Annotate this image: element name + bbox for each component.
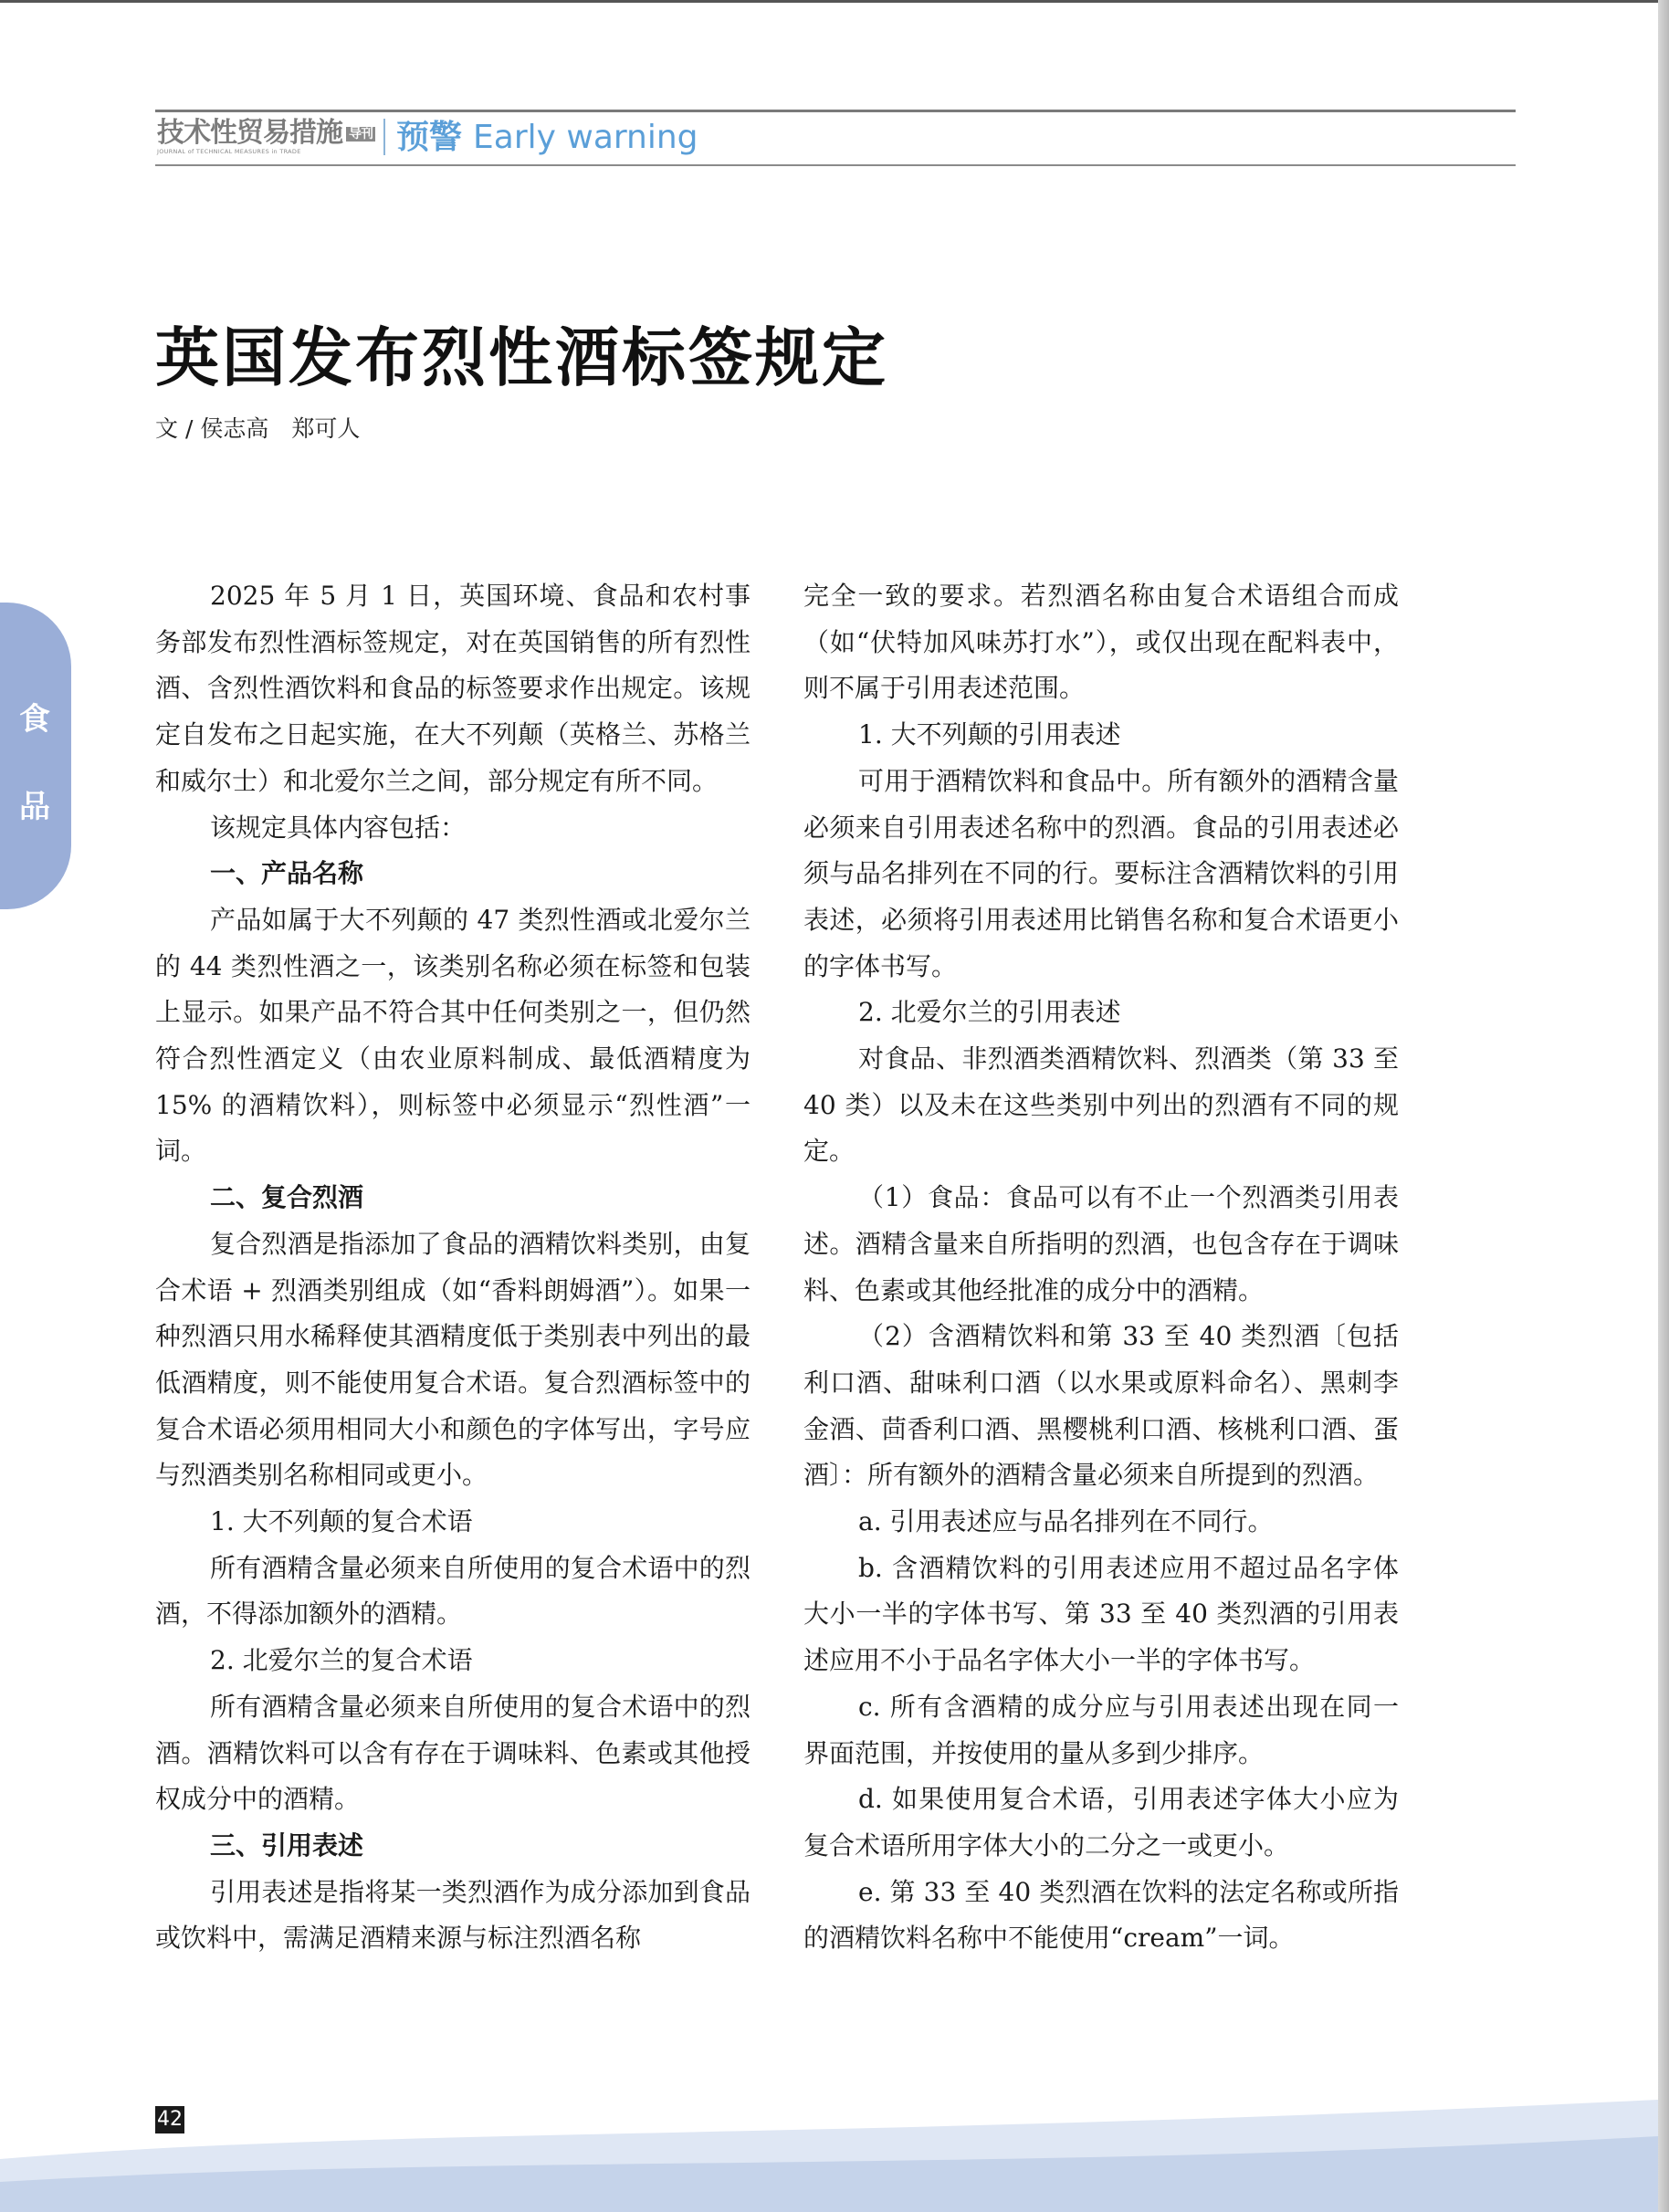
rule-item-d: d. 如果使用复合术语，引用表述字体大小应为复合术语所用字体大小的二分之一或更小。 [803,1784,1399,1861]
subheading-gb-compound: 1. 大不列颠的复合术语 [210,1506,473,1537]
paragraph-ni-food: （1）食品：食品可以有不止一个烈酒类引用表述。酒精含量来自所指明的烈酒，也包含存在于调味料、色素或其他经批准的成分中的酒精。 [803,1182,1399,1305]
running-header [155,110,1516,168]
footer-wave [0,2072,1658,2212]
section-label-en: Early warning [473,119,698,156]
journal-logo [157,118,376,158]
journal-english-name: JOURNAL of TECHNICAL MEASURES in TRADE [157,147,301,155]
paragraph-product-name: 产品如属于大不列颠的 47 类烈性酒或北爱尔兰的 44 类烈性酒之一，该类别名称必须在标签和包装上显示。如果产品不符合其中任何类别之一，但仍然符合烈性酒定义（由农业原料制成、最低酒精度为 15% 的酒精饮料），则标签中必须显示“烈性酒”一词。 [155,904,751,1167]
journal-tag: 导刊 [346,127,375,142]
heading-allusions: 三、引用表述 [210,1829,364,1861]
right-column [803,573,1399,1962]
section-label [396,119,698,157]
paragraph-gb-compound: 所有酒精含量必须来自所使用的复合术语中的烈酒，不得添加额外的酒精。 [155,1552,751,1630]
heading-product-name: 一、产品名称 [210,858,364,889]
paragraph-allusions-start: 引用表述是指将某一类烈酒作为成分添加到食品或饮料中，需满足酒精来源与标注烈酒名称 [155,1876,751,1954]
rule-item-b: b. 含酒精饮料的引用表述应用不超过品名字体大小一半的字体书写、第 33 至 40 类烈酒的引用表述应用不小于品名字体大小一半的字体书写。 [803,1552,1399,1676]
section-side-tab [0,603,71,909]
paragraph-ni-allusions: 对食品、非烈酒类酒精饮料、烈酒类（第 33 至 40 类）以及未在这些类别中列出的烈酒有不同的规定。 [803,1043,1399,1167]
paragraph-contents-lead: 该规定具体内容包括： [210,812,467,843]
header-separator [383,119,385,155]
rule-item-c: c. 所有含酒精的成分应与引用表述出现在同一界面范围，并按使用的量从多到少排序。 [803,1691,1399,1768]
subheading-ni-allusions: 2. 北爱尔兰的引用表述 [858,997,1121,1028]
article-byline: 文 / 侯志高 郑可人 [155,415,361,442]
rule-item-a: a. 引用表述应与品名排列在不同行。 [858,1506,1274,1537]
left-column [155,573,751,1962]
paragraph-ni-compound: 所有酒精含量必须来自所使用的复合术语中的烈酒。酒精饮料可以含有存在于调味料、色素或其他授权成分中的酒精。 [155,1691,751,1815]
subheading-ni-compound: 2. 北爱尔兰的复合术语 [210,1645,473,1676]
journal-name: 技术性贸易措施 [157,117,342,149]
paragraph-allusions-cont: 完全一致的要求。若烈酒名称由复合术语组合而成（如“伏特加风味苏打水”），或仅出现在配料表中，则不属于引用表述范围。 [803,581,1399,704]
side-tab-char-1: 食 [19,701,50,738]
side-tab-char-2: 品 [19,789,50,825]
subheading-gb-allusions: 1. 大不列颠的引用表述 [858,719,1121,750]
paragraph-gb-allusions: 可用于酒精饮料和食品中。所有额外的酒精含量必须来自引用表述名称中的烈酒。食品的引用表述必须与品名排列在不同的行。要标注含酒精饮料的引用表述，必须将引用表述用比销售名称和复合术语更小的字体书写。 [803,765,1399,981]
header-rule-bottom [155,164,1516,166]
paragraph-compound-spirits: 复合烈酒是指添加了食品的酒精饮料类别，由复合术语 + 烈酒类别组成（如“香料朗姆酒”）。如果一种烈酒只用水稀释使其酒精度低于类别表中列出的最低酒精度，则不能使用复合术语。复合烈酒标签中的复合术语必须用相同大小和颜色的字体写出，字号应与烈酒类别名称相同或更小。 [155,1228,751,1491]
paragraph-ni-drinks: （2）含酒精饮料和第 33 至 40 类烈酒〔包括利口酒、甜味利口酒（以水果或原料命名）、黑刺李金酒、茴香利口酒、黑樱桃利口酒、核桃利口酒、蛋酒〕：所有额外的酒精含量必须来自所提到的烈酒。 [803,1321,1399,1491]
article-title: 英国发布烈性酒标签规定 [155,320,888,395]
page-top-edge [0,0,1658,3]
page-number: 42 [155,2106,184,2133]
page-right-edge [1658,0,1669,2212]
header-rule-top [155,110,1516,112]
heading-compound-spirits: 二、复合烈酒 [210,1182,364,1213]
rule-item-e: e. 第 33 至 40 类烈酒在饮料的法定名称或所指的酒精饮料名称中不能使用“cream”一词。 [803,1876,1399,1954]
section-label-cn: 预警 [396,119,463,156]
paragraph-intro: 2025 年 5 月 1 日，英国环境、食品和农村事务部发布烈性酒标签规定，对在英国销售的所有烈性酒、含烈性酒饮料和食品的标签要求作出规定。该规定自发布之日起实施，在大不列颠（英格兰、苏格兰和威尔士）和北爱尔兰之间，部分规定有所不同。 [155,581,751,796]
